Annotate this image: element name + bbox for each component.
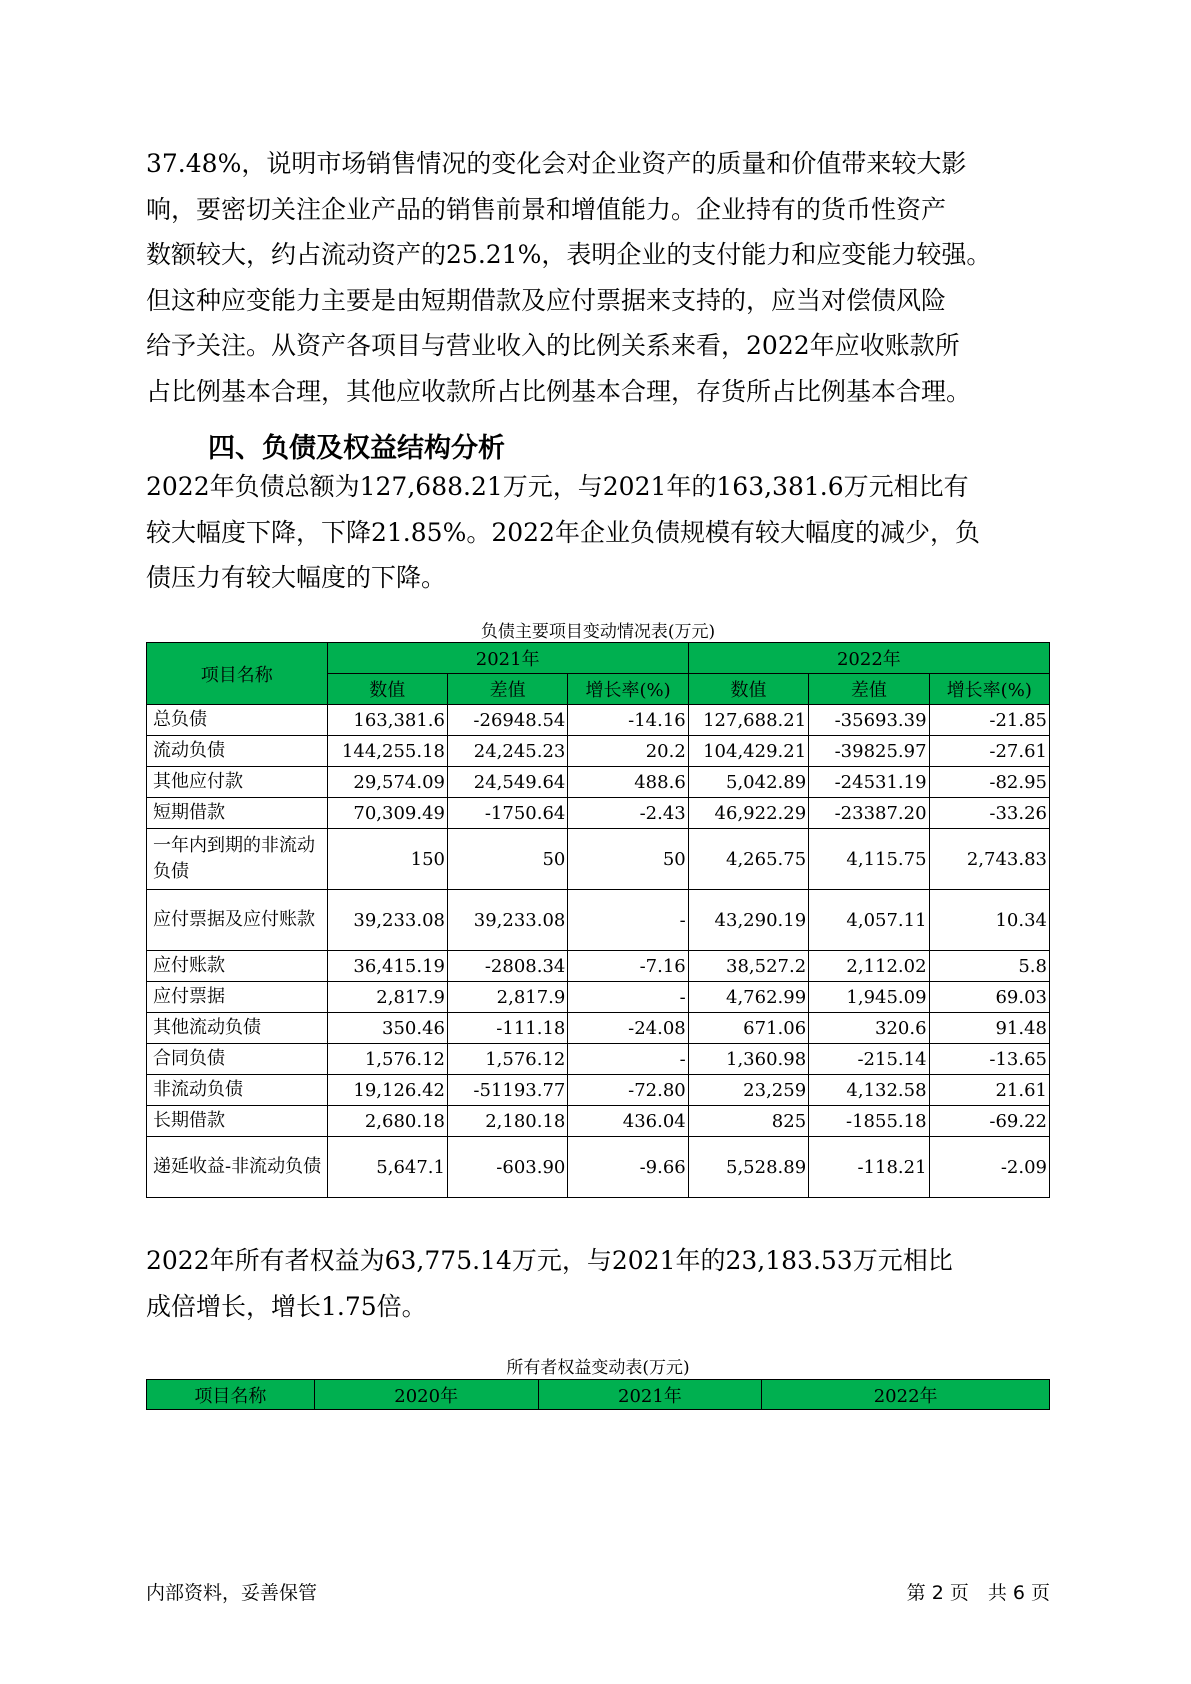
equity-table bbox=[146, 1379, 1050, 1410]
section-heading: 四、负债及权益结构分析 bbox=[208, 433, 505, 464]
table-cell: 163,381.6 bbox=[327, 705, 447, 736]
header-year: 2021年 bbox=[538, 1380, 762, 1410]
liabilities-table bbox=[146, 642, 1050, 1198]
header-item-name: 项目名称 bbox=[147, 643, 328, 705]
table-cell: 69.03 bbox=[929, 982, 1049, 1013]
table-cell: -2808.34 bbox=[447, 951, 567, 982]
table-caption-equity: 所有者权益变动表(万元) bbox=[506, 1358, 690, 1378]
table-cell: -603.90 bbox=[447, 1137, 567, 1198]
table-row bbox=[147, 890, 1050, 951]
table-cell: 2,817.9 bbox=[327, 982, 447, 1013]
table-cell: -23387.20 bbox=[809, 798, 929, 829]
table-row bbox=[147, 1137, 1050, 1198]
header-year-2021: 2021年 bbox=[327, 643, 688, 674]
row-label: 短期借款 bbox=[147, 798, 328, 829]
table-cell: 2,680.18 bbox=[327, 1106, 447, 1137]
table-cell: 43,290.19 bbox=[688, 890, 808, 951]
table-row bbox=[147, 767, 1050, 798]
row-label: 流动负债 bbox=[147, 736, 328, 767]
table-row bbox=[147, 1075, 1050, 1106]
table-cell: 5,528.89 bbox=[688, 1137, 808, 1198]
table-cell: 2,743.83 bbox=[929, 829, 1049, 890]
table-cell: 104,429.21 bbox=[688, 736, 808, 767]
table-cell: -72.80 bbox=[568, 1075, 688, 1106]
table-cell: 20.2 bbox=[568, 736, 688, 767]
table-cell: 2,112.02 bbox=[809, 951, 929, 982]
row-label: 其他流动负债 bbox=[147, 1013, 328, 1044]
sub-header: 数值 bbox=[327, 674, 447, 705]
table-cell: -69.22 bbox=[929, 1106, 1049, 1137]
table-cell: 50 bbox=[568, 829, 688, 890]
table-cell: -35693.39 bbox=[809, 705, 929, 736]
table-row bbox=[147, 1013, 1050, 1044]
table-cell: 436.04 bbox=[568, 1106, 688, 1137]
table-cell: 5,042.89 bbox=[688, 767, 808, 798]
row-label: 非流动负债 bbox=[147, 1075, 328, 1106]
table-cell: -118.21 bbox=[809, 1137, 929, 1198]
page-number: 第 2 页 共 6 页 bbox=[906, 1582, 1050, 1604]
table-cell: -7.16 bbox=[568, 951, 688, 982]
table-cell: 38,527.2 bbox=[688, 951, 808, 982]
table-cell: 350.46 bbox=[327, 1013, 447, 1044]
table-row bbox=[147, 798, 1050, 829]
table-cell: 127,688.21 bbox=[688, 705, 808, 736]
table-cell: 1,945.09 bbox=[809, 982, 929, 1013]
text-line: 响，要密切关注企业产品的销售前景和增值能力。企业持有的货币性资产 bbox=[146, 194, 947, 224]
sub-header: 数值 bbox=[688, 674, 808, 705]
table-cell: 4,057.11 bbox=[809, 890, 929, 951]
table-cell: 70,309.49 bbox=[327, 798, 447, 829]
row-label: 长期借款 bbox=[147, 1106, 328, 1137]
text-line: 但这种应变能力主要是由短期借款及应付票据来支持的，应当对偿债风险 bbox=[146, 285, 947, 315]
table-cell: -1750.64 bbox=[447, 798, 567, 829]
table-cell: -9.66 bbox=[568, 1137, 688, 1198]
table-caption-liabilities: 负债主要项目变动情况表(万元) bbox=[480, 622, 716, 642]
table-cell: 5,647.1 bbox=[327, 1137, 447, 1198]
table-cell: 24,245.23 bbox=[447, 736, 567, 767]
text-line: 37.48%，说明市场销售情况的变化会对企业资产的质量和价值带来较大影 bbox=[146, 149, 967, 178]
text-line: 给予关注。从资产各项目与营业收入的比例关系来看，2022年应收账款所 bbox=[146, 331, 960, 360]
header-year: 2022年 bbox=[762, 1380, 1050, 1410]
row-label: 应付票据 bbox=[147, 982, 328, 1013]
table-cell: -111.18 bbox=[447, 1013, 567, 1044]
table-cell: -1855.18 bbox=[809, 1106, 929, 1137]
table-row bbox=[147, 951, 1050, 982]
table-cell: 21.61 bbox=[929, 1075, 1049, 1106]
table-cell: 91.48 bbox=[929, 1013, 1049, 1044]
table-row bbox=[147, 1106, 1050, 1137]
row-label: 总负债 bbox=[147, 705, 328, 736]
table-row bbox=[147, 705, 1050, 736]
table-cell: 144,255.18 bbox=[327, 736, 447, 767]
table-cell: 4,265.75 bbox=[688, 829, 808, 890]
table-cell: -27.61 bbox=[929, 736, 1049, 767]
table-cell: - bbox=[568, 982, 688, 1013]
table-cell: -13.65 bbox=[929, 1044, 1049, 1075]
sub-header: 差值 bbox=[447, 674, 567, 705]
table-cell: -2.09 bbox=[929, 1137, 1049, 1198]
table-cell: 2,180.18 bbox=[447, 1106, 567, 1137]
table-cell: -21.85 bbox=[929, 705, 1049, 736]
text-line: 占比例基本合理，其他应收款所占比例基本合理，存货所占比例基本合理。 bbox=[146, 376, 972, 406]
table-row bbox=[147, 982, 1050, 1013]
table-cell: 671.06 bbox=[688, 1013, 808, 1044]
text-line: 较大幅度下降，下降21.85%。2022年企业负债规模有较大幅度的减少，负 bbox=[146, 517, 980, 547]
text-line: 数额较大，约占流动资产的25.21%，表明企业的支付能力和应变能力较强。 bbox=[146, 240, 992, 269]
table-cell: 488.6 bbox=[568, 767, 688, 798]
table-cell: 825 bbox=[688, 1106, 808, 1137]
table-cell: -33.26 bbox=[929, 798, 1049, 829]
table-cell: 2,817.9 bbox=[447, 982, 567, 1013]
header-item-name: 项目名称 bbox=[147, 1380, 315, 1410]
table-cell: 4,115.75 bbox=[809, 829, 929, 890]
table-cell: -51193.77 bbox=[447, 1075, 567, 1106]
table-cell: 29,574.09 bbox=[327, 767, 447, 798]
table-cell: -24.08 bbox=[568, 1013, 688, 1044]
table-cell: 4,762.99 bbox=[688, 982, 808, 1013]
footer-note: 内部资料，妥善保管 bbox=[146, 1582, 318, 1604]
row-label: 应付票据及应付账款 bbox=[147, 890, 328, 951]
row-label: 应付账款 bbox=[147, 951, 328, 982]
table-cell: 24,549.64 bbox=[447, 767, 567, 798]
table-cell: -24531.19 bbox=[809, 767, 929, 798]
sub-header: 差值 bbox=[809, 674, 929, 705]
text-line: 成倍增长，增长1.75倍。 bbox=[146, 1291, 427, 1321]
text-line: 债压力有较大幅度的下降。 bbox=[146, 563, 447, 592]
sub-header: 增长率(%) bbox=[929, 674, 1049, 705]
sub-header: 增长率(%) bbox=[568, 674, 688, 705]
table-cell: 4,132.58 bbox=[809, 1075, 929, 1106]
header-year: 2020年 bbox=[314, 1380, 538, 1410]
table-cell: 23,259 bbox=[688, 1075, 808, 1106]
table-cell: 5.8 bbox=[929, 951, 1049, 982]
table-row bbox=[147, 829, 1050, 890]
paragraph-equity-summary bbox=[146, 1238, 1050, 1329]
row-label: 合同负债 bbox=[147, 1044, 328, 1075]
table-cell: - bbox=[568, 1044, 688, 1075]
table-cell: -39825.97 bbox=[809, 736, 929, 767]
table-cell: 50 bbox=[447, 829, 567, 890]
table-cell: 39,233.08 bbox=[447, 890, 567, 951]
table-cell: 1,360.98 bbox=[688, 1044, 808, 1075]
table-cell: - bbox=[568, 890, 688, 951]
row-label: 递延收益-非流动负债 bbox=[147, 1137, 328, 1198]
table-cell: -2.43 bbox=[568, 798, 688, 829]
table-cell: 36,415.19 bbox=[327, 951, 447, 982]
table-cell: 19,126.42 bbox=[327, 1075, 447, 1106]
table-cell: -14.16 bbox=[568, 705, 688, 736]
text-line: 2022年负债总额为127,688.21万元，与2021年的163,381.6万元相比有 bbox=[146, 472, 969, 501]
table-cell: 46,922.29 bbox=[688, 798, 808, 829]
table-cell: 39,233.08 bbox=[327, 890, 447, 951]
table-cell: 10.34 bbox=[929, 890, 1049, 951]
table-cell: 1,576.12 bbox=[447, 1044, 567, 1075]
table-row bbox=[147, 1044, 1050, 1075]
row-label: 其他应付款 bbox=[147, 767, 328, 798]
table-cell: -215.14 bbox=[809, 1044, 929, 1075]
header-year-2022: 2022年 bbox=[688, 643, 1049, 674]
text-line: 2022年所有者权益为63,775.14万元，与2021年的23,183.53万元相比 bbox=[146, 1246, 953, 1275]
table-cell: 150 bbox=[327, 829, 447, 890]
table-cell: 320.6 bbox=[809, 1013, 929, 1044]
paragraph-assets-analysis bbox=[146, 141, 1050, 414]
table-cell: -26948.54 bbox=[447, 705, 567, 736]
row-label: 一年内到期的非流动负债 bbox=[147, 829, 328, 890]
table-row bbox=[147, 736, 1050, 767]
table-cell: -82.95 bbox=[929, 767, 1049, 798]
table-cell: 1,576.12 bbox=[327, 1044, 447, 1075]
paragraph-liabilities-summary bbox=[146, 464, 1050, 601]
